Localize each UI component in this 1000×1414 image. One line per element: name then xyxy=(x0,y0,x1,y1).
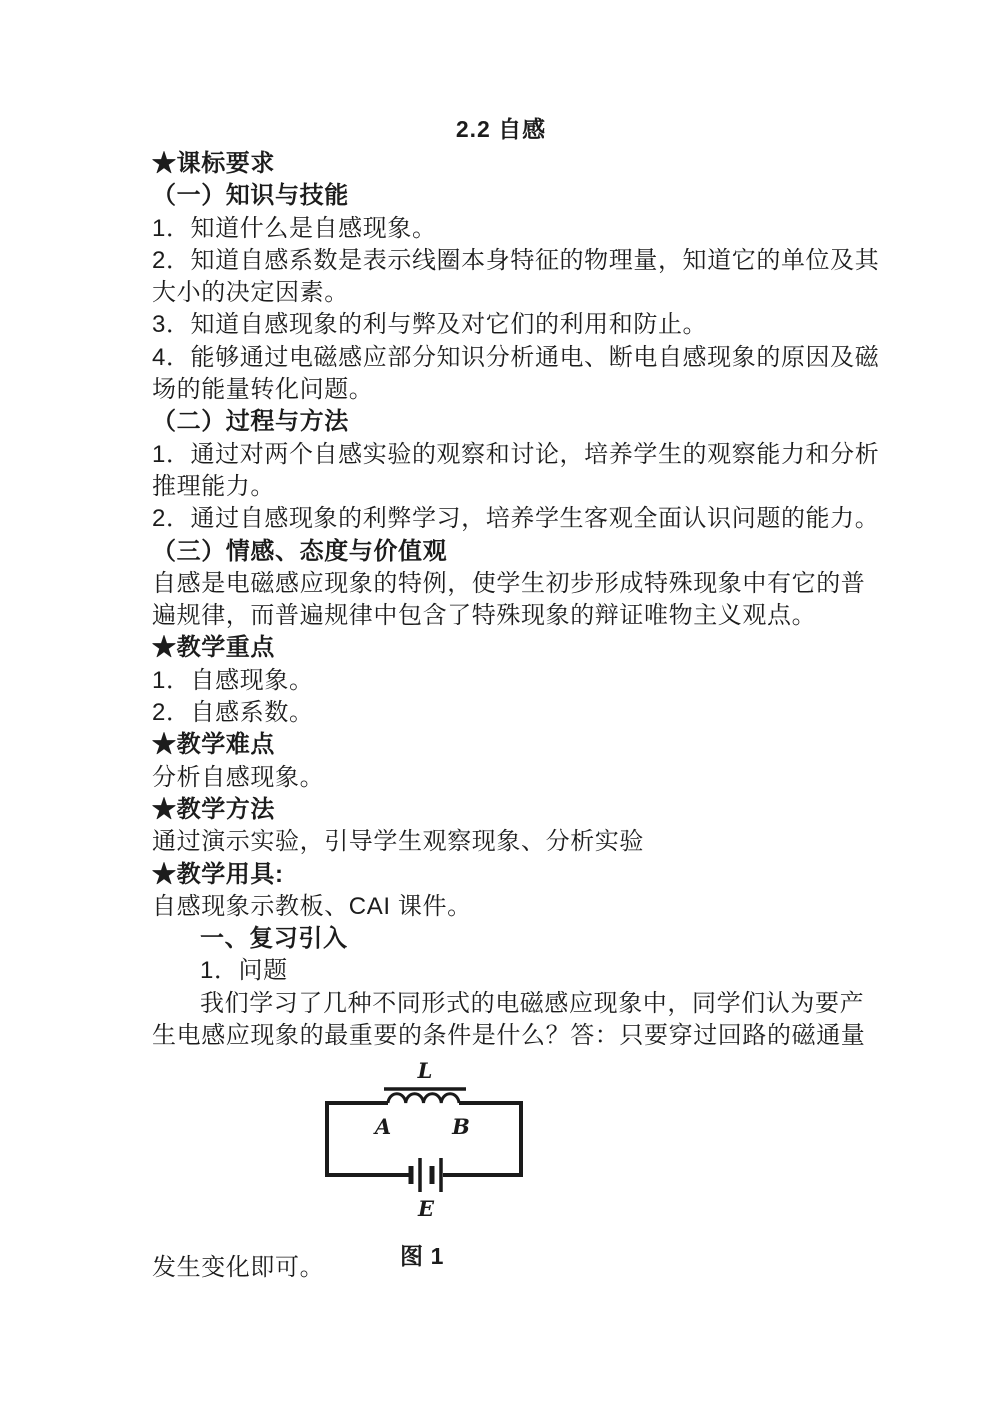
battery-label: E xyxy=(417,1196,435,1222)
text-line: 2．通过自感现象的利弊学习，培养学生客观全面认识问题的能力。 xyxy=(152,505,880,533)
text-line: 遍规律，而普遍规律中包含了特殊现象的辩证唯物主义观点。 xyxy=(152,602,817,630)
inductor-coil xyxy=(388,1094,459,1103)
heading-teaching-method: ★教学方法 xyxy=(152,795,275,823)
inductor-label: L xyxy=(417,1062,433,1084)
page-title: 2.2 自感 xyxy=(455,116,547,142)
text-line: 3．知道自感现象的利与弊及对它们的利用和防止。 xyxy=(152,311,708,339)
text-line: 大小的决定因素。 xyxy=(152,279,349,307)
heading-emotion-attitude-values: （三）情感、态度与价值观 xyxy=(152,537,448,565)
circuit-svg xyxy=(322,1062,527,1222)
text-line: 生电感应现象的最重要的条件是什么？答：只要穿过回路的磁通量 xyxy=(152,1022,866,1050)
heading-teaching-focus: ★教学重点 xyxy=(152,634,275,662)
text-line: 自感现象示教板、CAI 课件。 xyxy=(152,892,472,920)
heading-process-methods: （二）过程与方法 xyxy=(152,408,349,436)
circuit-diagram xyxy=(322,1062,850,1222)
terminal-a-label: A xyxy=(374,1114,392,1140)
text-line: 2．知道自感系数是表示线圈本身特征的物理量，知道它的单位及其 xyxy=(152,246,880,274)
text-line: 分析自感现象。 xyxy=(152,763,325,791)
heading-curriculum-requirements: ★课标要求 xyxy=(152,150,275,177)
heading-teaching-difficulty: ★教学难点 xyxy=(152,731,275,759)
text-line: 场的能量转化问题。 xyxy=(152,376,374,404)
text-line: 4．能够通过电磁感应部分知识分析通电、断电自感现象的原因及磁 xyxy=(152,343,880,371)
text-line: 1．通过对两个自感实验的观察和讨论，培养学生的观察能力和分析 xyxy=(152,440,880,468)
text-line: 1．知道什么是自感现象。 xyxy=(152,214,437,242)
figure-caption: 图 1 xyxy=(400,1243,444,1270)
closing-row xyxy=(152,1243,850,1284)
text-line: 1．自感现象。 xyxy=(152,666,314,694)
text-line: 2．自感系数。 xyxy=(152,699,314,727)
heading-teaching-tools: ★教学用具: xyxy=(152,860,284,888)
heading-knowledge-skills: （一）知识与技能 xyxy=(152,182,349,210)
text-line: 自感是电磁感应现象的特例，使学生初步形成特殊现象中有它的普 xyxy=(152,569,866,597)
heading-review-intro: 一、复习引入 xyxy=(200,925,348,953)
closing-text: 发生变化即可。 xyxy=(152,1254,325,1282)
text-line: 通过演示实验，引导学生观察现象、分析实验 xyxy=(152,828,644,856)
text-line: 推理能力。 xyxy=(152,472,275,500)
text-line: 我们学习了几种不同形式的电磁感应现象中，同学们认为要产 xyxy=(200,989,865,1017)
terminal-b-label: B xyxy=(452,1114,470,1140)
subheading-question: 1．问题 xyxy=(200,957,288,985)
